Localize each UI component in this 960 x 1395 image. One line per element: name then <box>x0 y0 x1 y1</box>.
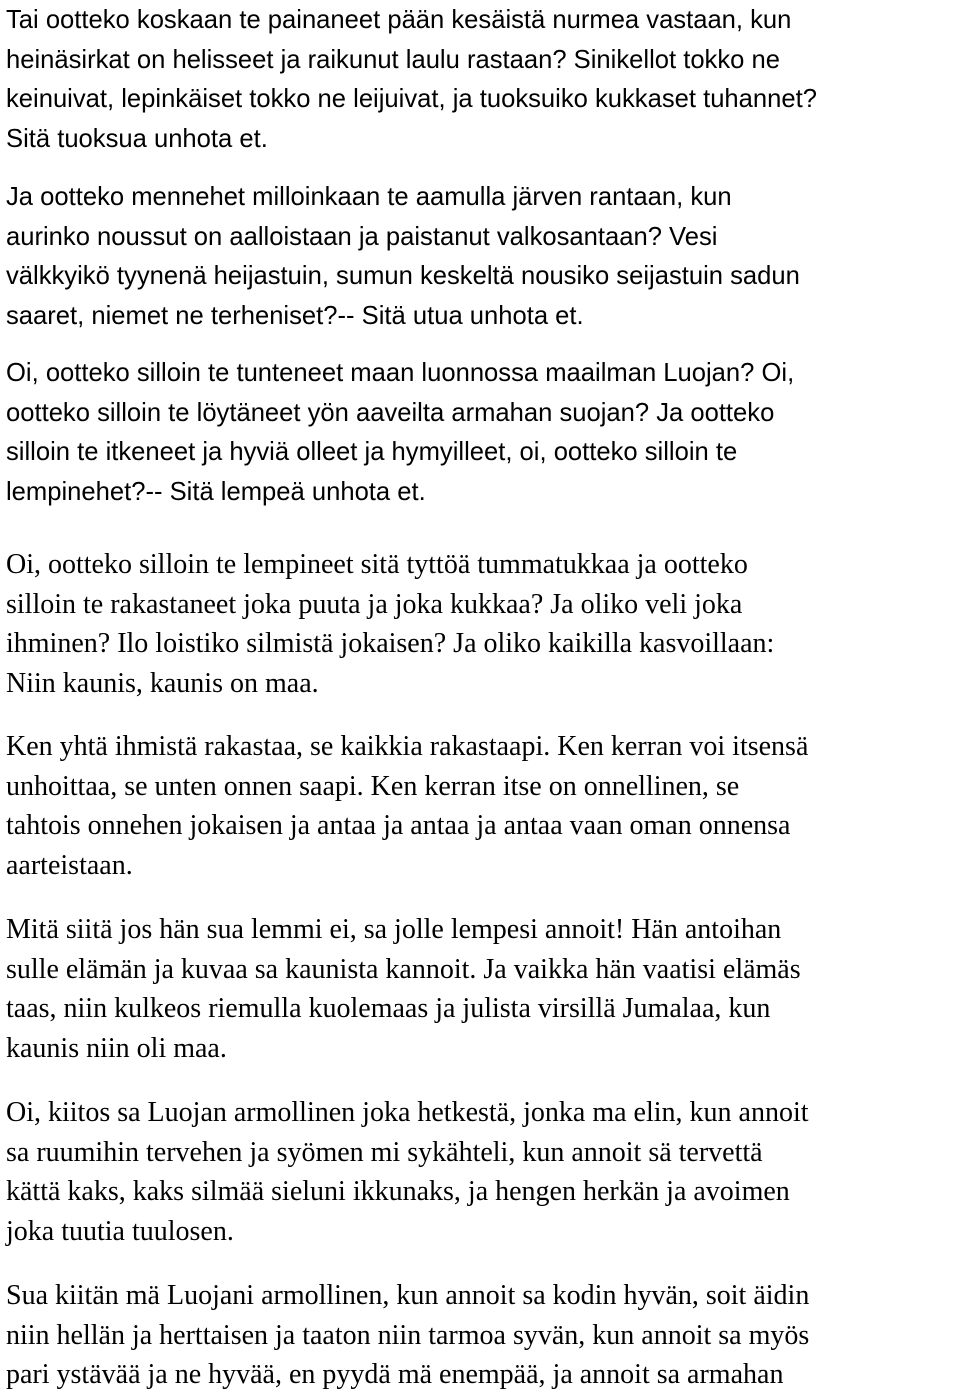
text-segment: kättä kaks, kaks silmää sieluni ikkunaks, ja hengen herkän ja avoimen <box>6 1176 790 1208</box>
text-line <box>6 624 774 664</box>
text-line <box>6 256 800 296</box>
text-segment: ihminen? Ilo loistiko silmistä jokaisen? Ja oliko kaikilla kasvoillaan: <box>6 628 775 660</box>
text-segment: Tai ootteko koskaan te painaneet pään kesäistä nurmea vastaan, kun <box>6 6 792 34</box>
text-segment: Mitä siitä jos hän sua lemmi ei, sa jolle lempesi annoit! Hän antoihan <box>6 914 782 945</box>
text-segment: sulle elämän ja kuvaa sa kaunista kannoit. Ja vaikka hän vaatisi elämäs <box>6 953 801 985</box>
text-line <box>6 0 817 40</box>
text-segment: Sitä tuoksua unhota et. <box>6 124 268 153</box>
text-segment: keinuivat, lepinkäiset tokko ne leijuivat, ja tuoksuiko kukkaset tuhannet? <box>6 85 817 114</box>
text-segment: silloin te rakastaneet joka puuta ja joka kukkaa? Ja oliko veli joka <box>6 588 743 620</box>
text-segment: Ken yhtä ihmistä rakastaa, se kaikkia rakastaapi. Ken kerran voi itsensä <box>6 731 809 762</box>
text-segment: Sua kiitän mä Luojani armollinen, kun annoit sa kodin hyvän, soit äidin <box>6 1280 810 1311</box>
text-line <box>6 177 800 217</box>
paragraph-8 <box>6 1276 809 1395</box>
text-line <box>6 1355 809 1395</box>
text-segment: kaunis niin oli maa. <box>6 1032 227 1064</box>
text-line <box>6 1133 809 1173</box>
paragraph-7 <box>6 1093 809 1251</box>
text-segment: joka tuutia tuulosen. <box>6 1215 234 1247</box>
text-line <box>6 806 808 846</box>
text-line <box>6 910 801 950</box>
paragraph-3 <box>6 353 794 511</box>
text-line <box>6 40 817 80</box>
text-line <box>6 950 801 990</box>
text-line <box>6 119 817 159</box>
text-line <box>6 767 808 807</box>
text-segment: ootteko silloin te löytäneet yön aaveilta armahan suojan? Ja ootteko <box>6 398 775 427</box>
text-segment: Oi, ootteko silloin te tunteneet maan luonnossa maailman Luojan? Oi, <box>6 359 795 387</box>
text-segment: saaret, niemet ne terheniset?-- Sitä utua unhota et. <box>6 301 584 330</box>
text-line <box>6 1276 809 1316</box>
paragraph-1 <box>6 0 817 158</box>
text-line <box>6 79 817 119</box>
text-segment: aurinko noussut on aalloistaan ja paistanut valkosantaan? Vesi <box>6 222 718 251</box>
text-line <box>6 1212 809 1252</box>
text-segment: aarteistaan. <box>6 849 133 881</box>
text-line <box>6 472 794 512</box>
text-segment: Oi, kiitos sa Luojan armollinen joka hetkestä, jonka ma elin, kun annoit <box>6 1097 809 1128</box>
text-line <box>6 1316 809 1356</box>
paragraph-4 <box>6 545 774 703</box>
text-line <box>6 353 794 393</box>
text-line <box>6 989 801 1029</box>
text-line <box>6 727 808 767</box>
text-segment: unhoittaa, se unten onnen saapi. Ken kerran itse on onnellinen, se <box>6 770 740 802</box>
paragraph-2 <box>6 177 800 335</box>
text-segment: pari ystävää ja ne hyvää, en pyydä mä enempää, ja annoit sa armahan <box>6 1359 784 1391</box>
text-segment: Niin kaunis, kaunis on maa. <box>6 667 319 699</box>
text-line <box>6 846 808 886</box>
text-segment: sa ruumihin tervehen ja syömen mi sykähteli, kun annoit sä tervettä <box>6 1136 763 1168</box>
text-segment: Ja ootteko mennehet milloinkaan te aamulla järven rantaan, kun <box>6 183 732 211</box>
text-line <box>6 664 774 704</box>
text-segment: välkkyikö tyynenä heijastuin, sumun keskeltä nousiko seijastuin sadun <box>6 262 800 291</box>
text-line <box>6 585 774 625</box>
text-line <box>6 1029 801 1069</box>
text-segment: silloin te itkeneet ja hyviä olleet ja hymyilleet, oi, ootteko silloin te <box>6 438 738 467</box>
text-segment: niin hellän ja herttaisen ja taaton niin tarmoa syvän, kun annoit sa myös <box>6 1319 810 1351</box>
text-line <box>6 432 794 472</box>
text-line <box>6 1172 809 1212</box>
text-segment: taas, niin kulkeos riemulla kuolemaas ja julista virsillä Jumalaa, kun <box>6 993 771 1025</box>
text-segment: tahtois onnehen jokaisen ja antaa ja antaa ja antaa vaan oman onnensa <box>6 810 791 842</box>
text-line <box>6 1093 809 1133</box>
text-segment: lempinehet?-- Sitä lempeä unhota et. <box>6 477 426 506</box>
paragraph-5 <box>6 727 808 885</box>
text-segment: heinäsirkat on helisseet ja raikunut laulu rastaan? Sinikellot tokko ne <box>6 45 780 74</box>
paragraph-6 <box>6 910 801 1068</box>
text-segment: Oi, ootteko silloin te lempineet sitä tyttöä tummatukkaa ja ootteko <box>6 549 748 580</box>
text-line <box>6 296 800 336</box>
text-line <box>6 393 794 433</box>
text-line <box>6 545 774 585</box>
text-line <box>6 217 800 257</box>
